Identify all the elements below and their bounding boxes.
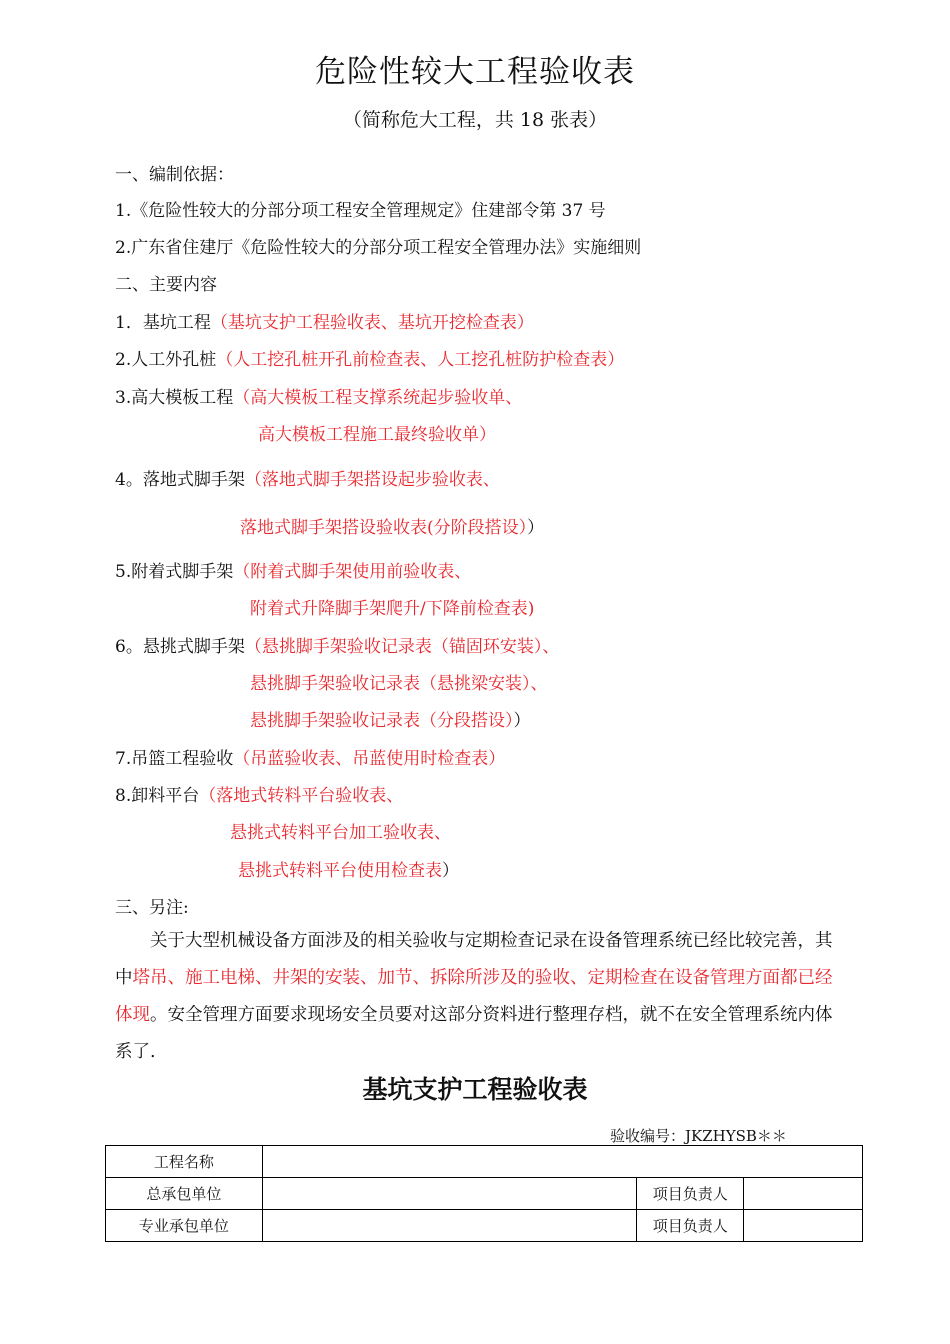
content-item-label: 2.人工外孔桩: [115, 350, 217, 370]
content-item-label: 1．基坑工程: [115, 313, 211, 333]
content-item-2: [115, 345, 624, 370]
project-lead-value[interactable]: [744, 1210, 863, 1242]
content-item-label: 8.卸料平台: [115, 786, 200, 806]
page-subtitle: （简称危大工程，共 18 张表）: [342, 109, 608, 131]
content-item-1: [115, 308, 534, 333]
note-paragraph: [115, 923, 845, 1071]
page-title: 危险性较大工程验收表: [315, 54, 635, 90]
content-item-forms: （人工挖孔桩开孔前检查表、人工挖孔桩防护检查表）: [216, 350, 625, 370]
section3-heading: 三、另注:: [115, 898, 189, 918]
content-item-label: 6。悬挑式脚手架: [115, 637, 245, 657]
project-name-label: 工程名称: [106, 1146, 263, 1178]
table-row: [106, 1178, 863, 1210]
content-item-7: [115, 744, 505, 769]
basis-item-1: 1.《危险性较大的分部分项工程安全管理规定》住建部令第 37 号: [115, 201, 606, 221]
content-item-forms: （落地式转料平台验收表、: [199, 786, 404, 806]
content-item-6: [115, 632, 559, 657]
content-item-forms: （悬挑脚手架验收记录表（锚固环安装）、: [244, 637, 560, 657]
content-item-8-cont-1: 悬挑式转料平台加工验收表、: [230, 823, 451, 843]
content-item-4: [115, 465, 500, 490]
content-item-forms: （附着式脚手架使用前验收表、: [233, 562, 472, 582]
content-item-label: 3.高大模板工程: [115, 388, 234, 408]
project-lead-label: 项目负责人: [637, 1210, 744, 1242]
project-lead-label: 项目负责人: [637, 1178, 744, 1210]
content-item-8: [115, 781, 403, 806]
note-text: 关于大型机械设备方面涉及的相关验收与定期检查记录在设备管理系统已经比较完善，其中: [115, 931, 833, 988]
content-item-tail: ）: [527, 518, 545, 538]
content-item-forms: （吊蓝验收表、吊蓝使用时检查表）: [233, 749, 506, 769]
content-item-label: 7.吊篮工程验收: [115, 749, 234, 769]
content-item-forms: （高大模板工程支撑系统起步验收单、: [233, 388, 523, 408]
project-lead-value[interactable]: [744, 1178, 863, 1210]
special-contractor-label: 专业承包单位: [106, 1210, 263, 1242]
content-item-forms: 落地式脚手架搭设验收表(分阶段搭设）: [240, 518, 528, 538]
content-item-label: 5.附着式脚手架: [115, 562, 234, 582]
basis-item-2: 2.广东省住建厅《危险性较大的分部分项工程安全管理办法》实施细则: [115, 238, 642, 258]
content-item-6-cont-1: 悬挑脚手架验收记录表（悬挑梁安装）、: [250, 674, 548, 694]
content-item-tail: ）: [442, 861, 459, 881]
content-item-3-cont: 高大模板工程施工最终验收单）: [258, 425, 496, 445]
content-item-forms: （基坑支护工程验收表、基坑开挖检查表）: [210, 313, 534, 333]
content-item-5-cont: 附着式升降脚手架爬升/下降前检查表): [250, 599, 535, 619]
content-item-5: [115, 557, 471, 582]
section1-heading: 一、编制依据：: [115, 165, 234, 185]
content-item-forms: 悬挑式转料平台使用检查表: [238, 861, 442, 881]
content-item-8-cont-2: [238, 856, 459, 881]
general-contractor-label: 总承包单位: [106, 1178, 263, 1210]
special-contractor-value[interactable]: [262, 1210, 636, 1242]
content-item-tail: ）: [513, 711, 531, 731]
form-table: [105, 1145, 863, 1242]
note-text: 。安全管理方面要求现场安全员要对这部分资料进行整理存档，就不在安全管理系统内体系了.: [115, 1005, 833, 1062]
content-item-3: [115, 383, 522, 408]
content-item-forms: 悬挑脚手架验收记录表（分段搭设）: [250, 711, 514, 731]
form-code: 验收编号：JKZHYSB＊＊: [610, 1127, 787, 1145]
note-highlight: 塔吊、施工电梯、井架的安装、加节、拆除所涉及的验收、定期检查在设备管理方面都已经体现: [115, 968, 833, 1025]
section2-heading: 二、主要内容: [115, 275, 217, 295]
general-contractor-value[interactable]: [262, 1178, 636, 1210]
content-item-forms: （落地式脚手架搭设起步验收表、: [244, 470, 500, 490]
content-item-6-cont-2: [250, 706, 531, 731]
table-row: [106, 1210, 863, 1242]
form-title: 基坑支护工程验收表: [362, 1075, 588, 1104]
content-item-label: 4。落地式脚手架: [115, 470, 245, 490]
project-name-value[interactable]: [262, 1146, 862, 1178]
content-item-4-cont: [240, 513, 544, 538]
table-row: [106, 1146, 863, 1178]
